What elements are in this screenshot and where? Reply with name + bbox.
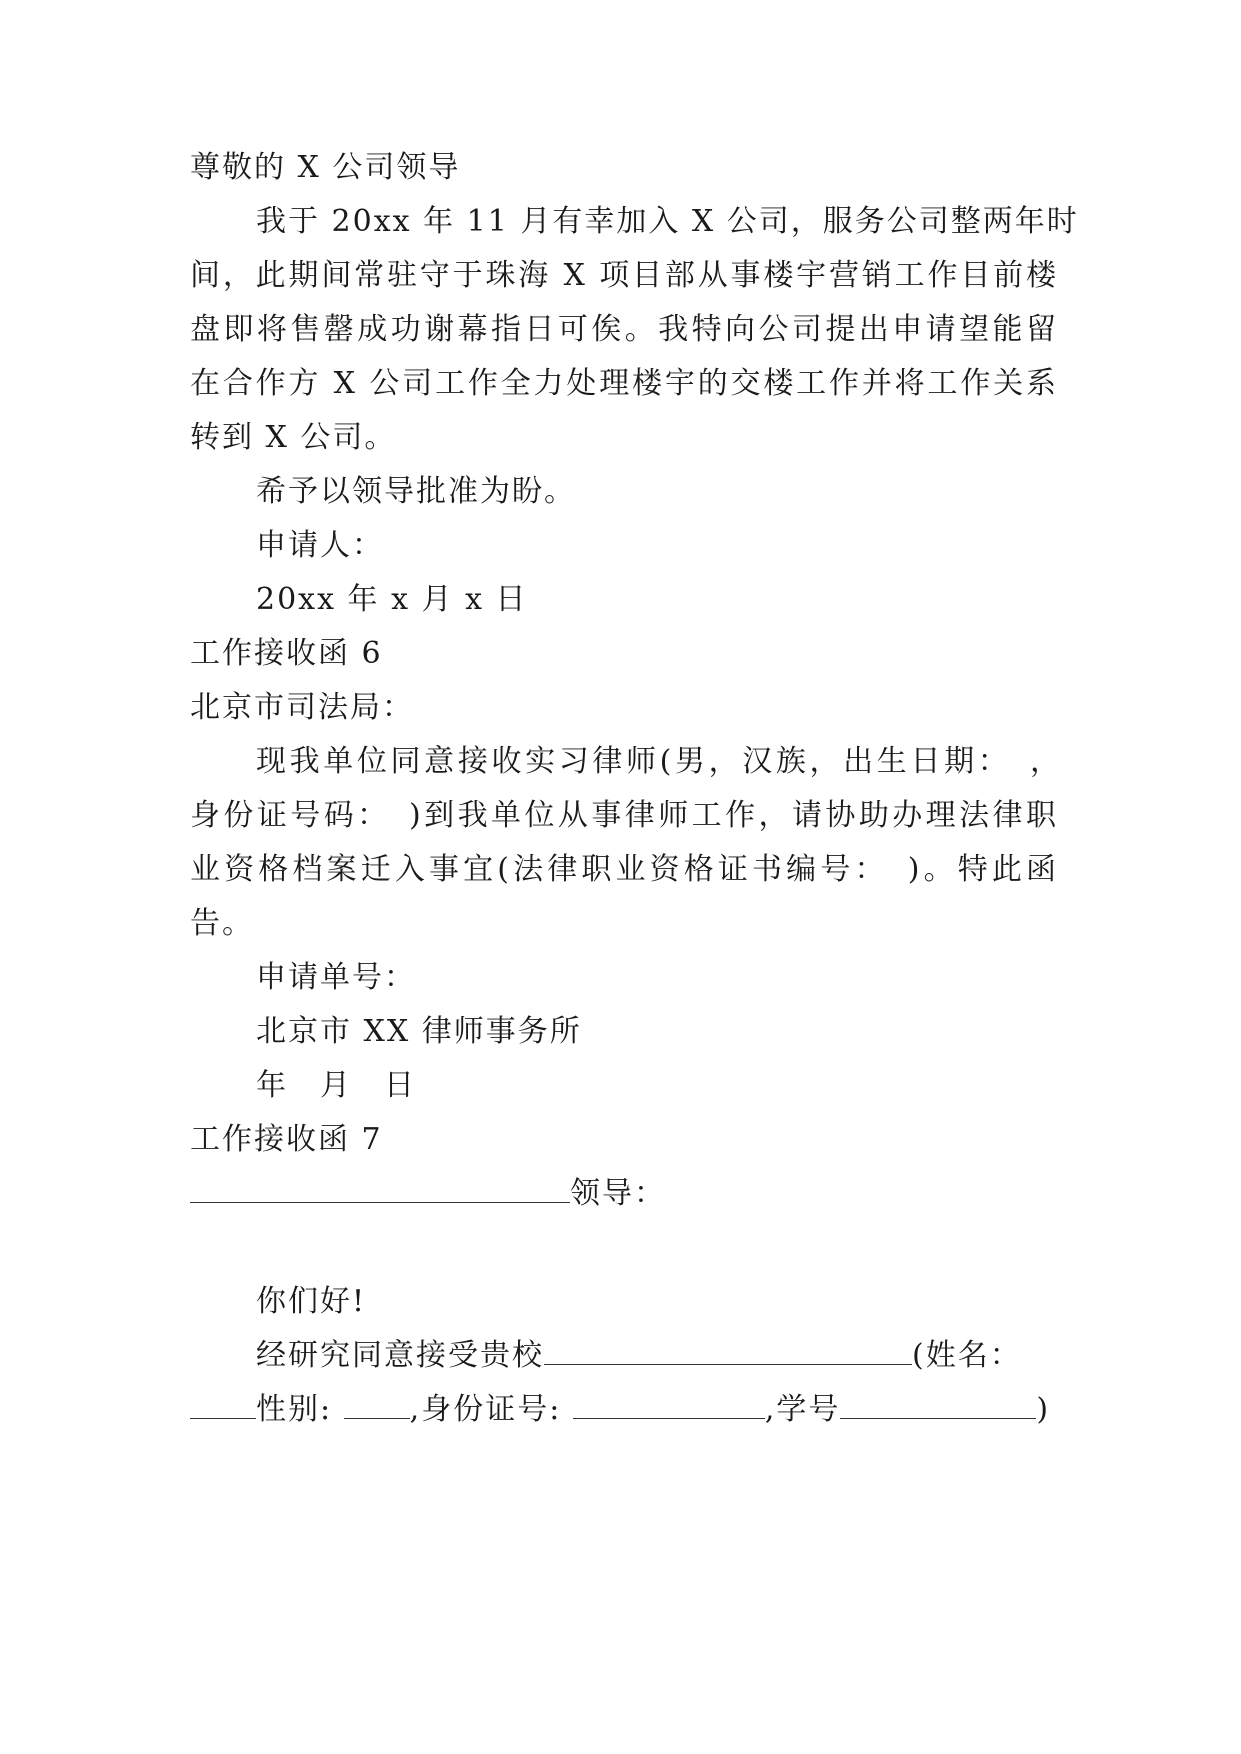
- student-info-line: [190, 1390, 1050, 1430]
- closing-line: 希予以领导批准为盼。: [256, 474, 576, 509]
- letter-body-line-2: 身份证号码： )到我单位从事律师工作，请协助办理法律职: [190, 798, 1058, 833]
- acceptance-line: [256, 1336, 1022, 1376]
- letter-body-line-1: 现我单位同意接收实习律师(男，汉族，出生日期： ，: [256, 744, 1062, 779]
- closing-paren: ): [1036, 1392, 1051, 1427]
- leader-label: 领导：: [570, 1176, 666, 1211]
- firm-name: 北京市 XX 律师事务所: [256, 1014, 582, 1049]
- section-heading-7: 工作接收函 7: [190, 1122, 383, 1157]
- student-number-label: ,学号: [764, 1392, 841, 1427]
- greeting-line: 尊敬的 X 公司领导: [190, 150, 461, 185]
- id-number-label: ,身份证号:: [409, 1392, 573, 1427]
- blank-underline: [190, 1390, 256, 1419]
- blank-underline: [840, 1390, 1036, 1419]
- recipient-line: 北京市司法局：: [190, 690, 414, 725]
- applicant-label: 申请人：: [256, 528, 384, 563]
- date-placeholder: 年 月 日: [256, 1068, 416, 1103]
- body-line-1: 我于 20xx 年 11 月有幸加入 X 公司，服务公司整两年时: [256, 204, 1079, 239]
- body-line-5: 转到 X 公司。: [190, 420, 397, 455]
- blank-underline: [573, 1390, 765, 1419]
- body-line-4: 在合作方 X 公司工作全力处理楼宇的交楼工作并将工作关系: [190, 366, 1058, 401]
- blank-underline: [344, 1390, 410, 1419]
- letter-body-line-3: 业资格档案迁入事宜(法律职业资格证书编号： )。特此函: [190, 852, 1058, 887]
- date-line: 20xx 年 x 月 x 日: [256, 582, 528, 617]
- acceptance-text: 经研究同意接受贵校: [256, 1338, 544, 1373]
- gender-label: 性别:: [256, 1392, 344, 1427]
- body-line-3: 盘即将售罄成功谢幕指日可俟。我特向公司提出申请望能留: [190, 312, 1058, 347]
- blank-underline: [190, 1174, 570, 1203]
- leader-line: [190, 1174, 666, 1214]
- blank-underline: [544, 1336, 912, 1365]
- application-number-label: 申请单号：: [256, 960, 416, 995]
- salutation: 你们好!: [256, 1284, 367, 1319]
- name-label: (姓名：: [912, 1338, 1022, 1373]
- section-heading-6: 工作接收函 6: [190, 636, 383, 671]
- letter-body-line-4: 告。: [190, 906, 254, 941]
- body-line-2: 间，此期间常驻守于珠海 X 项目部从事楼宇营销工作目前楼: [190, 258, 1058, 293]
